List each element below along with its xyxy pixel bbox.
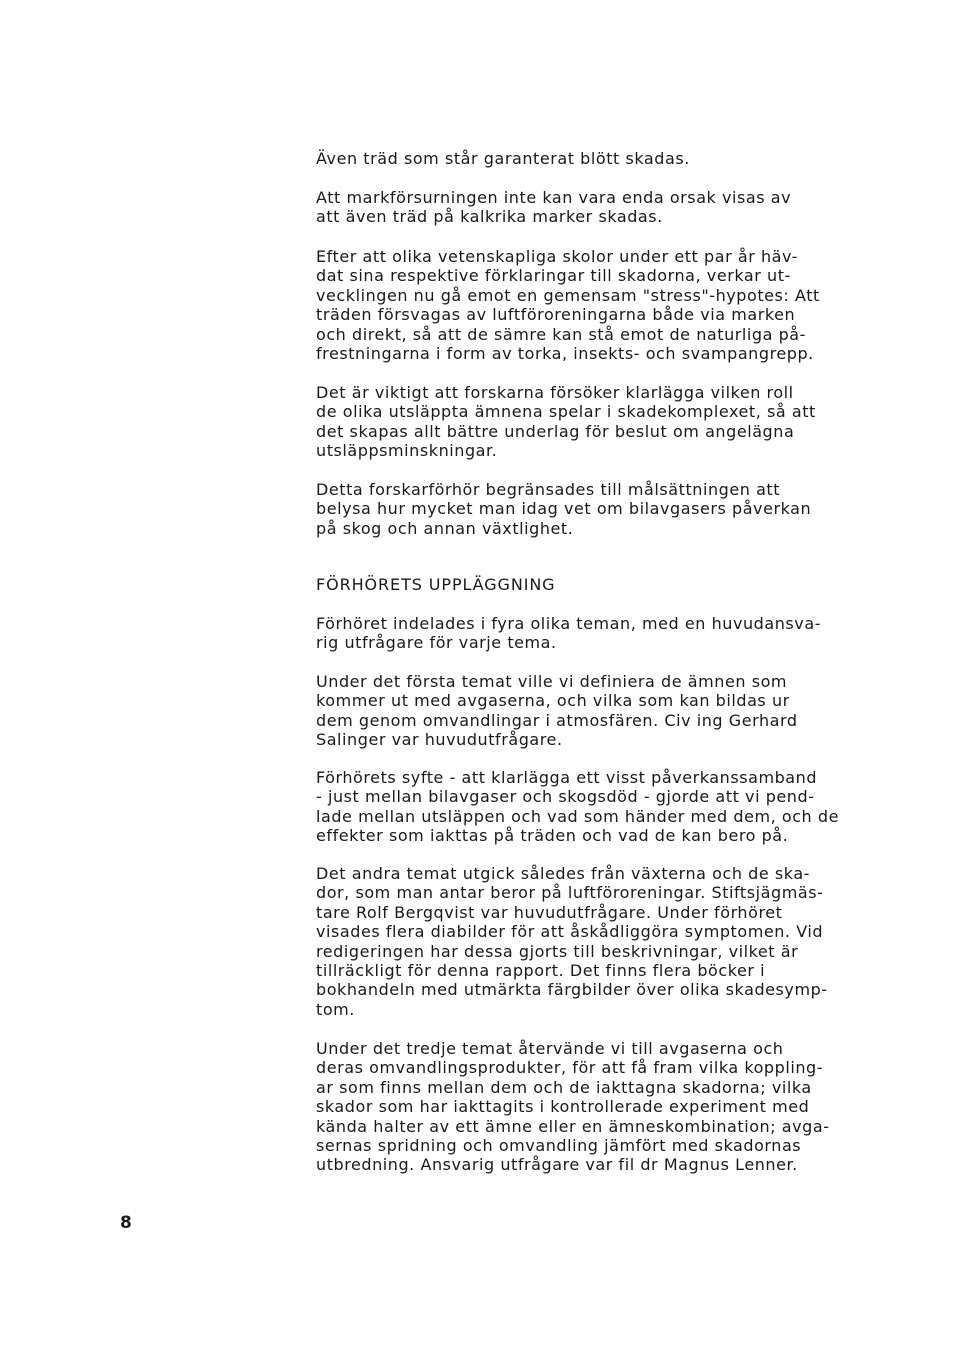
text-line: visades flera diabilder för att åskådliggöra symptomen. Vid	[316, 922, 824, 942]
paragraph	[316, 480, 896, 538]
text-line: vecklingen nu gå emot en gemensam "stress"-hypotes: Att	[316, 285, 820, 305]
text-line: dem genom omvandlingar i atmosfären. Civ ing Gerhard	[316, 710, 798, 730]
text-line: Detta forskarförhör begränsades till målsättningen att	[316, 480, 781, 499]
text-line: effekter som iakttas på träden och vad de kan bero på.	[316, 826, 789, 846]
paragraph	[316, 768, 896, 846]
text-line: Förhöret indelades i fyra olika teman, med en huvudansva-	[316, 614, 821, 633]
text-line: skador som har iakttagits i kontrollerade experiment med	[316, 1097, 810, 1117]
text-line: Att markförsurningen inte kan vara enda orsak visas av	[316, 188, 792, 207]
text-line: Efter att olika vetenskapliga skolor under ett par år häv-	[316, 247, 798, 266]
text-line: på skog och annan växtlighet.	[316, 518, 574, 538]
text-line: Under det tredje temat återvände vi till avgaserna och	[316, 1039, 784, 1058]
text-line: tare Rolf Bergqvist var huvudutfrågare. Under förhöret	[316, 902, 783, 922]
heading-text: FÖRHÖRETS UPPLÄGGNING	[316, 575, 556, 594]
text-line: - just mellan bilavgaser och skogsdöd - gjorde att vi pend-	[316, 787, 815, 807]
text-line: kommer ut med avgaserna, och vilka som kan bildas ur	[316, 691, 790, 711]
paragraph	[316, 672, 896, 750]
text-line: Det andra temat utgick således från växterna och de ska-	[316, 864, 811, 883]
text-line: ar som finns mellan dem och de iakttagna skadorna; vilka	[316, 1077, 812, 1097]
text-line: de olika utsläppta ämnena spelar i skadekomplexet, så att	[316, 402, 816, 422]
text-line: träden försvagas av luftföroreningarna både via marken	[316, 305, 796, 325]
text-line: Det är viktigt att forskarna försöker klarlägga vilken roll	[316, 383, 794, 402]
text-line: rig utfrågare för varje tema.	[316, 633, 557, 653]
text-line: tom.	[316, 999, 355, 1019]
paragraph	[316, 188, 896, 227]
paragraph	[316, 614, 896, 653]
text-line: Under det första temat ville vi definiera de ämnen som	[316, 672, 788, 691]
text-line: belysa hur mycket man idag vet om bilavgasers påverkan	[316, 499, 812, 519]
paragraph	[316, 383, 896, 461]
text-line: att även träd på kalkrika marker skadas.	[316, 207, 663, 227]
paragraph	[316, 149, 896, 168]
text-line: frestningarna i form av torka, insekts- och svampangrepp.	[316, 344, 814, 364]
paragraph	[316, 1039, 896, 1175]
text-line: det skapas allt bättre underlag för beslut om angelägna	[316, 421, 795, 441]
text-line: Salinger var huvudutfrågare.	[316, 730, 563, 750]
section-heading	[316, 575, 896, 594]
text-line: lade mellan utsläppen och vad som händer med dem, och de	[316, 806, 839, 826]
text-line: Förhörets syfte - att klarlägga ett visst påverkanssamband	[316, 768, 818, 787]
paragraph	[316, 864, 896, 1019]
text-line: dat sina respektive förklaringar till skadorna, verkar ut-	[316, 266, 791, 286]
text-line: och direkt, så att de sämre kan stå emot de naturliga på-	[316, 324, 806, 344]
text-line: utbredning. Ansvarig utfrågare var fil dr Magnus Lenner.	[316, 1155, 798, 1175]
text-line: sernas spridning och omvandling jämfört med skadornas	[316, 1136, 802, 1156]
text-line: utsläppsminskningar.	[316, 441, 498, 461]
paragraph	[316, 247, 896, 363]
text-line: tillräckligt för denna rapport. Det finns flera böcker i	[316, 961, 766, 981]
text-line: deras omvandlingsprodukter, för att få fram vilka koppling-	[316, 1058, 824, 1078]
text-line: kända halter av ett ämne eller en ämneskombination; avga-	[316, 1116, 830, 1136]
text-line: Även träd som står garanterat blött skadas.	[316, 149, 690, 168]
text-line: dor, som man antar beror på luftföroreningar. Stiftsjägmäs-	[316, 883, 824, 903]
page-number: 8	[120, 1213, 132, 1233]
text-line: bokhandeln med utmärkta färgbilder över olika skadesymp-	[316, 980, 828, 1000]
text-line: redigeringen har dessa gjorts till beskrivningar, vilket är	[316, 941, 799, 961]
